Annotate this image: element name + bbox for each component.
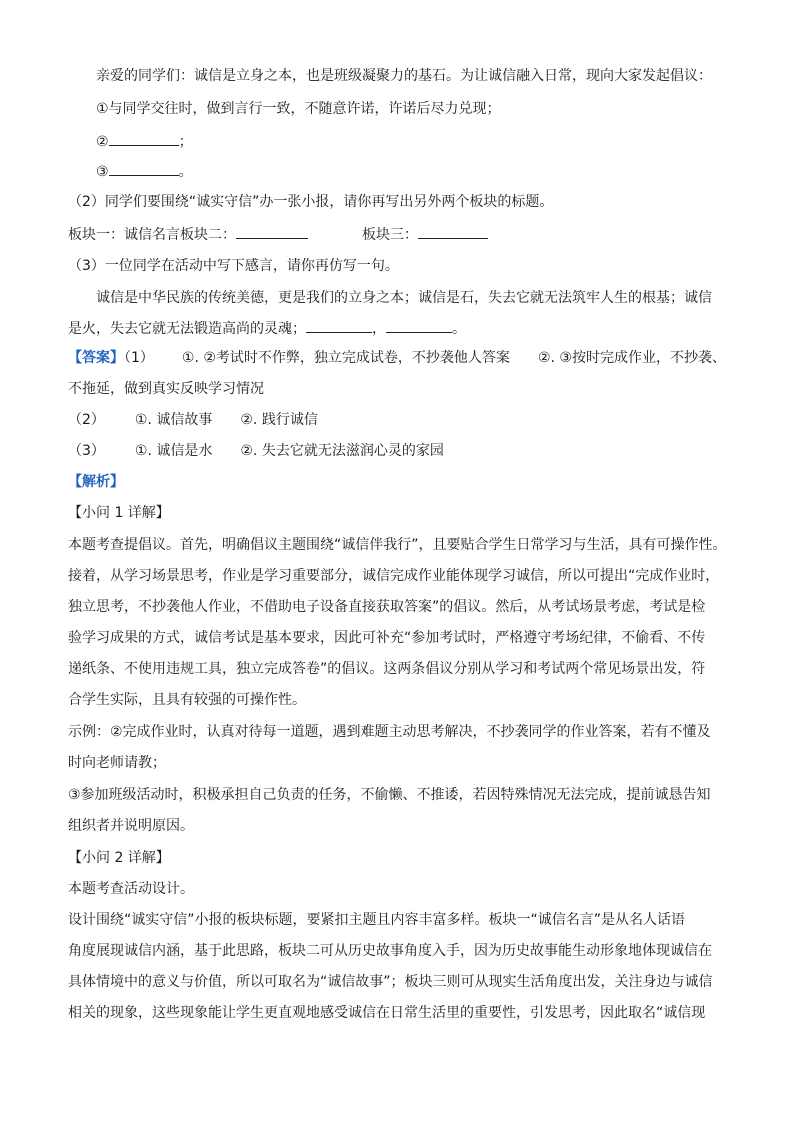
question-3-text-line-1: 诚信是中华民族的传统美德，更是我们的立身之本；诚信是石，失去它就无法筑牢人生的根基；诚信 [96, 290, 712, 306]
answer-3-number: （3） [68, 443, 105, 459]
analysis-2-line: 具体情境中的意义与价值，所以可取名为“诚信故事”；板块三则可从现实生活角度出发，关注身边与诚信 [68, 974, 713, 990]
analysis-1-line: 验学习成果的方式，诚信考试是基本要求，因此可补充“参加考试时，严格遵守考场纪律，不偷看、不传 [68, 630, 706, 646]
example-line: ③参加班级活动时，积极承担自己负责的任务，不偷懒、不推诿，若因特殊情况无法完成，提前诚恳告知 [68, 787, 711, 803]
example-line: 示例：②完成作业时，认真对待每一道题，遇到难题主动思考解决，不抄袭同学的作业答案，若有不懂及 [68, 724, 711, 740]
proposal-intro: 亲爱的同学们：诚信是立身之本，也是班级凝聚力的基石。为让诚信融入日常，现向大家发起倡议： [96, 68, 712, 84]
analysis-2-line: 本题考查活动设计。 [68, 881, 194, 897]
item-3-number: ③ [96, 164, 109, 180]
analysis-2-line: 相关的现象，这些现象能让学生更直观地感受诚信在日常生活里的重要性，引发思考，因此取名“诚信现 [68, 1005, 706, 1021]
imitation-blank-1[interactable] [306, 318, 372, 333]
sub-question-2-title: 【小问 2 详解】 [68, 850, 170, 866]
answer-3-part-2: ②. 失去它就无法滋润心灵的家园 [240, 443, 444, 459]
question-3-text-prefix: 是火，失去它就无法锻造高尚的灵魂； [68, 321, 306, 337]
analysis-2-line: 角度展现诚信内涵，基于此思路，板块二可从历史故事角度入手，因为历史故事能生动形象地体现诚信在 [68, 943, 712, 959]
section-1-2-label: 板块一：诚信名言板块二： [68, 227, 236, 243]
answer-1-number: （1） [124, 350, 154, 366]
answer-blank-3[interactable] [109, 161, 179, 176]
analysis-1-line: 合学生实际，且具有较强的可操作性。 [68, 692, 306, 708]
proposal-item-3 [96, 161, 193, 182]
question-2: （2）同学们要围绕“诚实守信”办一张小报，请你再写出另外两个板块的标题。 [68, 194, 554, 210]
answer-2-number: （2） [68, 412, 105, 428]
analysis-2-line: 设计围绕“诚实守信”小报的板块标题，要紧扣主题且内容丰富多样。板块一“诚信名言”是从名人话语 [68, 912, 686, 928]
answer-line-1-cont: 不拖延，做到真实反映学习情况 [68, 381, 264, 397]
answer-line-3 [68, 441, 444, 461]
answer-blank-2[interactable] [109, 131, 179, 146]
analysis-1-line: 接着，从学习场景思考，作业是学习重要部分，诚信完成作业能体现学习诚信，所以可提出“完成作业时， [68, 568, 720, 584]
item-2-suffix: ； [178, 134, 193, 150]
answer-1-part-1: ①. ②考试时不作弊，独立完成试卷，不抄袭他人答案 [181, 350, 510, 366]
analysis-label: 【解析】 [68, 474, 124, 490]
answer-line-1 [68, 348, 726, 368]
proposal-item-2 [96, 131, 193, 152]
proposal-item-1: ①与同学交往时，做到言行一致，不随意许诺，许诺后尽力兑现； [96, 101, 501, 117]
analysis-1-line: 递纸条、不使用违规工具，独立完成答卷”的倡议。这两条倡议分别从学习和考试两个常见场景出发，符 [68, 661, 706, 677]
item-2-number: ② [96, 134, 109, 150]
question-3-text-line-2 [68, 318, 466, 339]
sub-question-1-title: 【小问 1 详解】 [68, 505, 170, 521]
answer-label: 【答案】 [68, 350, 124, 366]
analysis-1-line: 独立思考，不抄袭他人作业，不借助电子设备直接获取答案”的倡议。然后，从考试场景考虑，考试是检 [68, 599, 706, 615]
section-3-label: 板块三： [362, 227, 418, 243]
answer-2-part-2: ②. 践行诚信 [240, 412, 318, 428]
question-2-sections [68, 224, 488, 245]
example-line: 时向老师请教； [68, 755, 166, 771]
section-2-blank[interactable] [236, 224, 308, 239]
question-3: （3）一位同学在活动中写下感言，请你再仿写一句。 [68, 258, 399, 274]
answer-2-part-1: ①. 诚信故事 [134, 412, 213, 428]
analysis-1-line: 本题考查提倡议。首先，明确倡议主题围绕“诚信伴我行”，且要贴合学生日常学习与生活，具有可操作性。 [68, 537, 727, 553]
period: 。 [452, 321, 466, 337]
imitation-blank-2[interactable] [386, 318, 452, 333]
answer-3-part-1: ①. 诚信是水 [134, 443, 213, 459]
example-line: 组织者并说明原因。 [68, 818, 194, 834]
answer-line-2 [68, 410, 318, 430]
item-3-suffix: 。 [178, 164, 193, 180]
comma: ， [372, 321, 386, 337]
answer-1-part-2: ②. ③按时完成作业，不抄袭、 [537, 350, 726, 366]
section-3-blank[interactable] [418, 224, 488, 239]
